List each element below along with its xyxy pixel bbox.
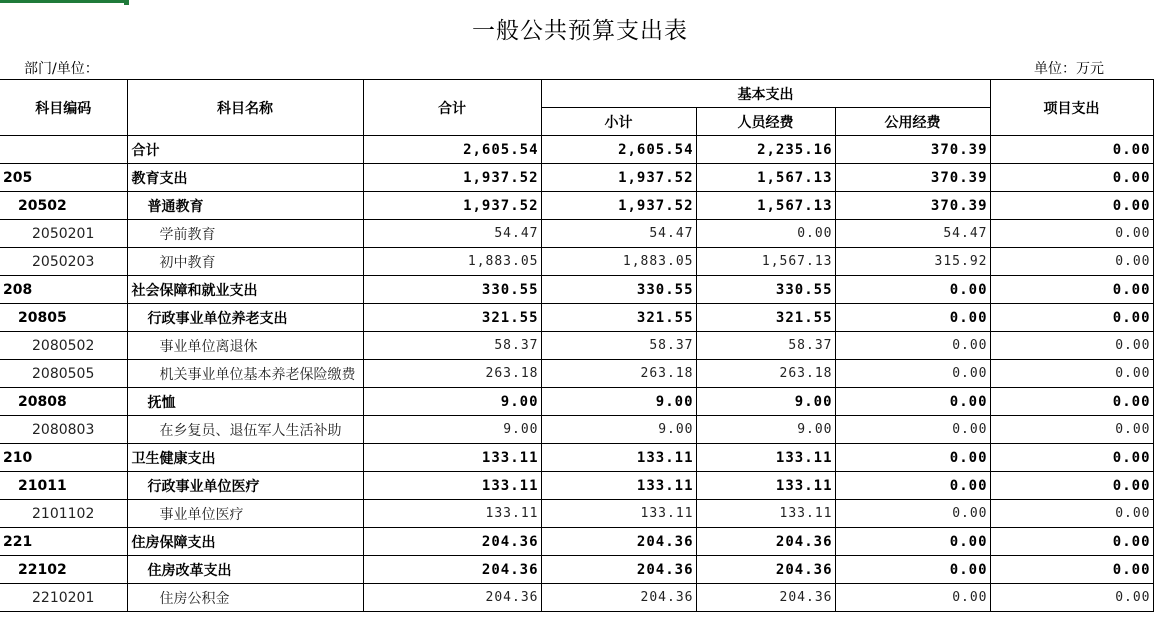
cell-project[interactable]: 0.00 [990,388,1153,416]
cell-name[interactable]: 住房改革支出 [127,556,363,584]
cell-name[interactable]: 卫生健康支出 [127,444,363,472]
header-personnel: 人员经费 [696,108,835,136]
cell-code[interactable]: 210 [0,444,127,472]
table-row [0,556,1153,584]
cell-total[interactable]: 9.00 [363,388,541,416]
table-row [0,332,1153,360]
cell-name[interactable]: 合计 [127,136,363,164]
cell-subtotal[interactable]: 58.37 [541,332,696,360]
cell-subtotal[interactable]: 9.00 [541,416,696,444]
cell-personnel[interactable]: 133.11 [696,500,835,528]
table-row [0,528,1153,556]
cell-total[interactable]: 1,883.05 [363,248,541,276]
cell-public[interactable]: 0.00 [835,444,990,472]
cell-personnel[interactable]: 9.00 [696,388,835,416]
cell-code[interactable]: 221 [0,528,127,556]
cell-project[interactable]: 0.00 [990,276,1153,304]
cell-subtotal[interactable]: 1,883.05 [541,248,696,276]
cell-personnel[interactable]: 0.00 [696,220,835,248]
cell-total[interactable]: 321.55 [363,304,541,332]
cell-personnel[interactable]: 1,567.13 [696,192,835,220]
cell-project[interactable]: 0.00 [990,416,1153,444]
cell-subtotal[interactable]: 204.36 [541,556,696,584]
cell-total[interactable]: 1,937.52 [363,192,541,220]
cell-personnel[interactable]: 133.11 [696,472,835,500]
cell-name[interactable]: 在乡复员、退伍军人生活补助 [127,416,363,444]
table-row [0,136,1153,164]
header-subtotal: 小计 [541,108,696,136]
budget-table [0,79,1154,612]
table-row [0,276,1153,304]
cell-name[interactable]: 机关事业单位基本养老保险缴费 [127,360,363,388]
cell-subtotal[interactable]: 2,605.54 [541,136,696,164]
cell-subtotal[interactable]: 133.11 [541,500,696,528]
cell-public[interactable]: 0.00 [835,556,990,584]
cell-code[interactable]: 22102 [0,556,127,584]
cell-project[interactable]: 0.00 [990,444,1153,472]
cell-name[interactable]: 事业单位医疗 [127,500,363,528]
cell-project[interactable]: 0.00 [990,472,1153,500]
cell-personnel[interactable]: 204.36 [696,528,835,556]
cell-total[interactable]: 133.11 [363,444,541,472]
table-row [0,472,1153,500]
cell-subtotal[interactable]: 1,937.52 [541,192,696,220]
cell-name[interactable]: 住房保障支出 [127,528,363,556]
table-row [0,192,1153,220]
cell-code[interactable]: 2080505 [0,360,127,388]
cell-public[interactable]: 0.00 [835,360,990,388]
cell-personnel[interactable]: 321.55 [696,304,835,332]
table-row [0,584,1153,612]
cell-fill-handle[interactable] [124,0,129,5]
header-basic: 基本支出 [541,80,990,108]
cell-project[interactable]: 0.00 [990,500,1153,528]
cell-public[interactable]: 0.00 [835,388,990,416]
cell-subtotal[interactable]: 133.11 [541,472,696,500]
cell-public[interactable]: 0.00 [835,584,990,612]
header-name: 科目名称 [127,80,363,136]
cell-subtotal[interactable]: 9.00 [541,388,696,416]
table-row [0,248,1153,276]
header-project: 项目支出 [990,80,1153,136]
cell-personnel[interactable]: 9.00 [696,416,835,444]
cell-code[interactable] [0,136,127,164]
table-row [0,304,1153,332]
cell-total[interactable]: 133.11 [363,472,541,500]
cell-project[interactable]: 0.00 [990,556,1153,584]
cell-name[interactable]: 社会保障和就业支出 [127,276,363,304]
cell-public[interactable]: 0.00 [835,416,990,444]
cell-public[interactable]: 315.92 [835,248,990,276]
department-label: 部门/单位： [24,61,99,77]
cell-name[interactable]: 教育支出 [127,164,363,192]
cell-total[interactable]: 133.11 [363,500,541,528]
table-row [0,164,1153,192]
unit-label: 单位：万元 [1034,61,1104,77]
page-title: 一般公共预算支出表 [472,18,688,44]
header-code: 科目编码 [0,80,127,136]
table-row [0,500,1153,528]
cell-public[interactable]: 54.47 [835,220,990,248]
cell-name[interactable]: 事业单位离退休 [127,332,363,360]
cell-total[interactable]: 58.37 [363,332,541,360]
cell-personnel[interactable]: 133.11 [696,444,835,472]
cell-code[interactable]: 208 [0,276,127,304]
cell-subtotal[interactable]: 133.11 [541,444,696,472]
cell-total[interactable]: 1,937.52 [363,164,541,192]
cell-code[interactable]: 2050201 [0,220,127,248]
table-row [0,360,1153,388]
cell-personnel[interactable]: 330.55 [696,276,835,304]
cell-code[interactable]: 2080803 [0,416,127,444]
cell-total[interactable]: 263.18 [363,360,541,388]
cell-subtotal[interactable]: 1,937.52 [541,164,696,192]
cell-total[interactable]: 204.36 [363,556,541,584]
cell-name[interactable]: 普通教育 [127,192,363,220]
cell-public[interactable]: 0.00 [835,500,990,528]
cell-code[interactable]: 2210201 [0,584,127,612]
cell-project[interactable]: 0.00 [990,304,1153,332]
cell-project[interactable]: 0.00 [990,332,1153,360]
cell-subtotal[interactable]: 204.36 [541,528,696,556]
cell-public[interactable]: 370.39 [835,164,990,192]
cell-personnel[interactable]: 204.36 [696,584,835,612]
cell-project[interactable]: 0.00 [990,136,1153,164]
cell-project[interactable]: 0.00 [990,360,1153,388]
table-row [0,444,1153,472]
cell-code[interactable]: 2050203 [0,248,127,276]
cell-personnel[interactable]: 1,567.13 [696,164,835,192]
cell-total[interactable]: 54.47 [363,220,541,248]
cell-total[interactable]: 2,605.54 [363,136,541,164]
cell-subtotal[interactable]: 54.47 [541,220,696,248]
cell-subtotal[interactable]: 204.36 [541,584,696,612]
table-body [0,136,1153,612]
cell-project[interactable]: 0.00 [990,164,1153,192]
table-row [0,388,1153,416]
cell-code[interactable]: 21011 [0,472,127,500]
cell-project[interactable]: 0.00 [990,248,1153,276]
cell-total[interactable]: 9.00 [363,416,541,444]
cell-subtotal[interactable]: 263.18 [541,360,696,388]
cell-code[interactable]: 20808 [0,388,127,416]
cell-public[interactable]: 0.00 [835,472,990,500]
cell-code[interactable]: 20502 [0,192,127,220]
header-total: 合计 [363,80,541,136]
cell-public[interactable]: 370.39 [835,192,990,220]
cell-project[interactable]: 0.00 [990,220,1153,248]
cell-name[interactable]: 住房公积金 [127,584,363,612]
cell-total[interactable]: 330.55 [363,276,541,304]
cell-subtotal[interactable]: 330.55 [541,276,696,304]
cell-subtotal[interactable]: 321.55 [541,304,696,332]
cell-code[interactable]: 2080502 [0,332,127,360]
cell-name[interactable]: 学前教育 [127,220,363,248]
cell-public[interactable]: 370.39 [835,136,990,164]
cell-personnel[interactable]: 1,567.13 [696,248,835,276]
cell-name[interactable]: 抚恤 [127,388,363,416]
cell-personnel[interactable]: 263.18 [696,360,835,388]
cell-code[interactable]: 205 [0,164,127,192]
cell-name[interactable]: 初中教育 [127,248,363,276]
cell-selection-border [0,0,126,3]
cell-project[interactable]: 0.00 [990,584,1153,612]
cell-project[interactable]: 0.00 [990,192,1153,220]
cell-public[interactable]: 0.00 [835,528,990,556]
cell-personnel[interactable]: 58.37 [696,332,835,360]
cell-public[interactable]: 0.00 [835,304,990,332]
cell-code[interactable]: 2101102 [0,500,127,528]
cell-public[interactable]: 0.00 [835,332,990,360]
cell-name[interactable]: 行政事业单位医疗 [127,472,363,500]
cell-name[interactable]: 行政事业单位养老支出 [127,304,363,332]
cell-personnel[interactable]: 204.36 [696,556,835,584]
cell-total[interactable]: 204.36 [363,528,541,556]
cell-code[interactable]: 20805 [0,304,127,332]
cell-project[interactable]: 0.00 [990,528,1153,556]
table-row [0,416,1153,444]
cell-total[interactable]: 204.36 [363,584,541,612]
table-row [0,220,1153,248]
header-public: 公用经费 [835,108,990,136]
cell-public[interactable]: 0.00 [835,276,990,304]
cell-personnel[interactable]: 2,235.16 [696,136,835,164]
